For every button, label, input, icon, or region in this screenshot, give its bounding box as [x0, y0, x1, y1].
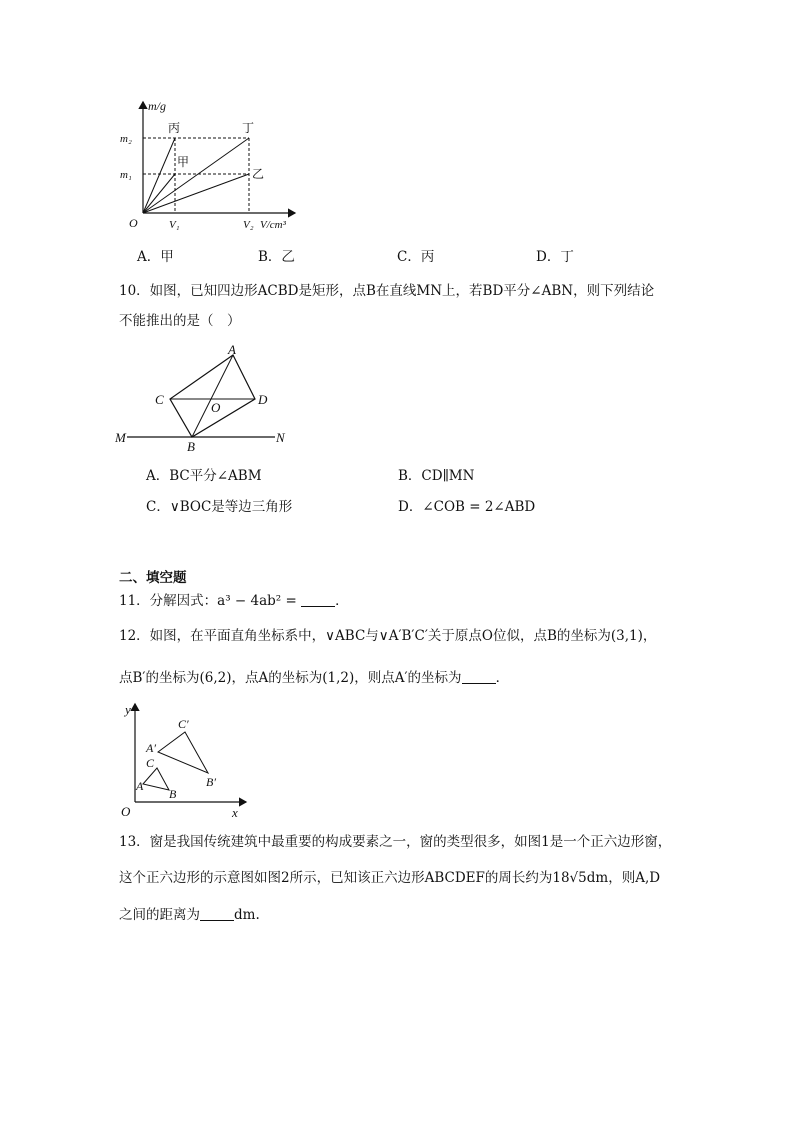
- q12-line2: 点B′的坐标为(6,2)，点A的坐标为(1,2)，则点A′的坐标为 ．: [119, 670, 510, 686]
- rectangle-figure: [115, 340, 295, 455]
- coordinate-figure: [112, 698, 262, 823]
- svg-text:V/cm³: V/cm³: [260, 219, 286, 231]
- svg-text:丙: 丙: [168, 121, 181, 135]
- q13-line3: 之间的距离为 dm.: [119, 907, 260, 923]
- svg-text:B: B: [169, 787, 177, 801]
- svg-text:x: x: [232, 805, 238, 820]
- q11-answer-blank[interactable]: [301, 592, 335, 607]
- q10-option-a[interactable]: A．BC平分∠ABM: [146, 468, 262, 484]
- q10-line1: 10．如图，已知四边形ACBD是矩形，点B在直线MN上，若BD平分∠ABN，则下列结论: [119, 283, 655, 299]
- q10-line2: 不能推出的是（ ）: [119, 313, 241, 329]
- svg-text:A: A: [136, 779, 144, 793]
- q9-option-c[interactable]: C．丙: [397, 249, 435, 265]
- svg-text:A: A: [228, 342, 236, 357]
- q9-option-a[interactable]: A．甲: [137, 249, 174, 265]
- svg-text:m₂: m₂: [120, 133, 132, 145]
- svg-text:M: M: [115, 430, 126, 445]
- svg-text:V₁: V₁: [169, 219, 180, 231]
- q9-option-d[interactable]: D．丁: [536, 249, 574, 265]
- svg-text:C′: C′: [178, 717, 189, 731]
- svg-text:甲: 甲: [177, 155, 190, 169]
- q11: 11．分解因式：a³ − 4ab² = ．: [119, 593, 349, 609]
- svg-text:C: C: [155, 392, 164, 407]
- q10-option-c[interactable]: C．∨BOC是等边三角形: [146, 499, 293, 515]
- svg-text:V₂: V₂: [243, 219, 254, 231]
- svg-text:O: O: [211, 400, 221, 415]
- svg-text:m₁: m₁: [120, 169, 132, 181]
- svg-text:y: y: [125, 702, 131, 717]
- svg-text:m/g: m/g: [148, 99, 166, 113]
- mass-volume-graph: [110, 96, 310, 236]
- section-title: 二、填空题: [119, 570, 187, 586]
- svg-text:D: D: [258, 392, 268, 407]
- q13-line2: 这个正六边形的示意图如图2所示，已知该正六边形ABCDEF的周长约为18√5dm，则A,D: [119, 870, 661, 886]
- q12-answer-blank[interactable]: [462, 669, 496, 684]
- svg-text:A′: A′: [146, 741, 156, 755]
- q12-line1: 12．如图，在平面直角坐标系中，∨ABC与∨A′B′C′关于原点O位似，点B的坐标为(3,1)，: [119, 628, 657, 644]
- svg-text:B′: B′: [206, 775, 216, 789]
- svg-text:O: O: [121, 804, 131, 819]
- svg-text:B: B: [187, 439, 195, 454]
- svg-text:N: N: [276, 430, 285, 445]
- svg-text:C: C: [146, 756, 155, 770]
- svg-text:丁: 丁: [242, 121, 255, 135]
- q9-option-b[interactable]: B．乙: [258, 249, 295, 265]
- q13-line1: 13．窗是我国传统建筑中最重要的构成要素之一，窗的类型很多，如图1是一个正六边形窗，: [119, 834, 672, 850]
- q10-option-b[interactable]: B．CD∥MN: [398, 468, 475, 484]
- svg-text:乙: 乙: [252, 167, 265, 181]
- svg-text:O: O: [129, 216, 138, 230]
- q10-option-d[interactable]: D．∠COB = 2∠ABD: [398, 499, 536, 515]
- q13-answer-blank[interactable]: [200, 906, 234, 921]
